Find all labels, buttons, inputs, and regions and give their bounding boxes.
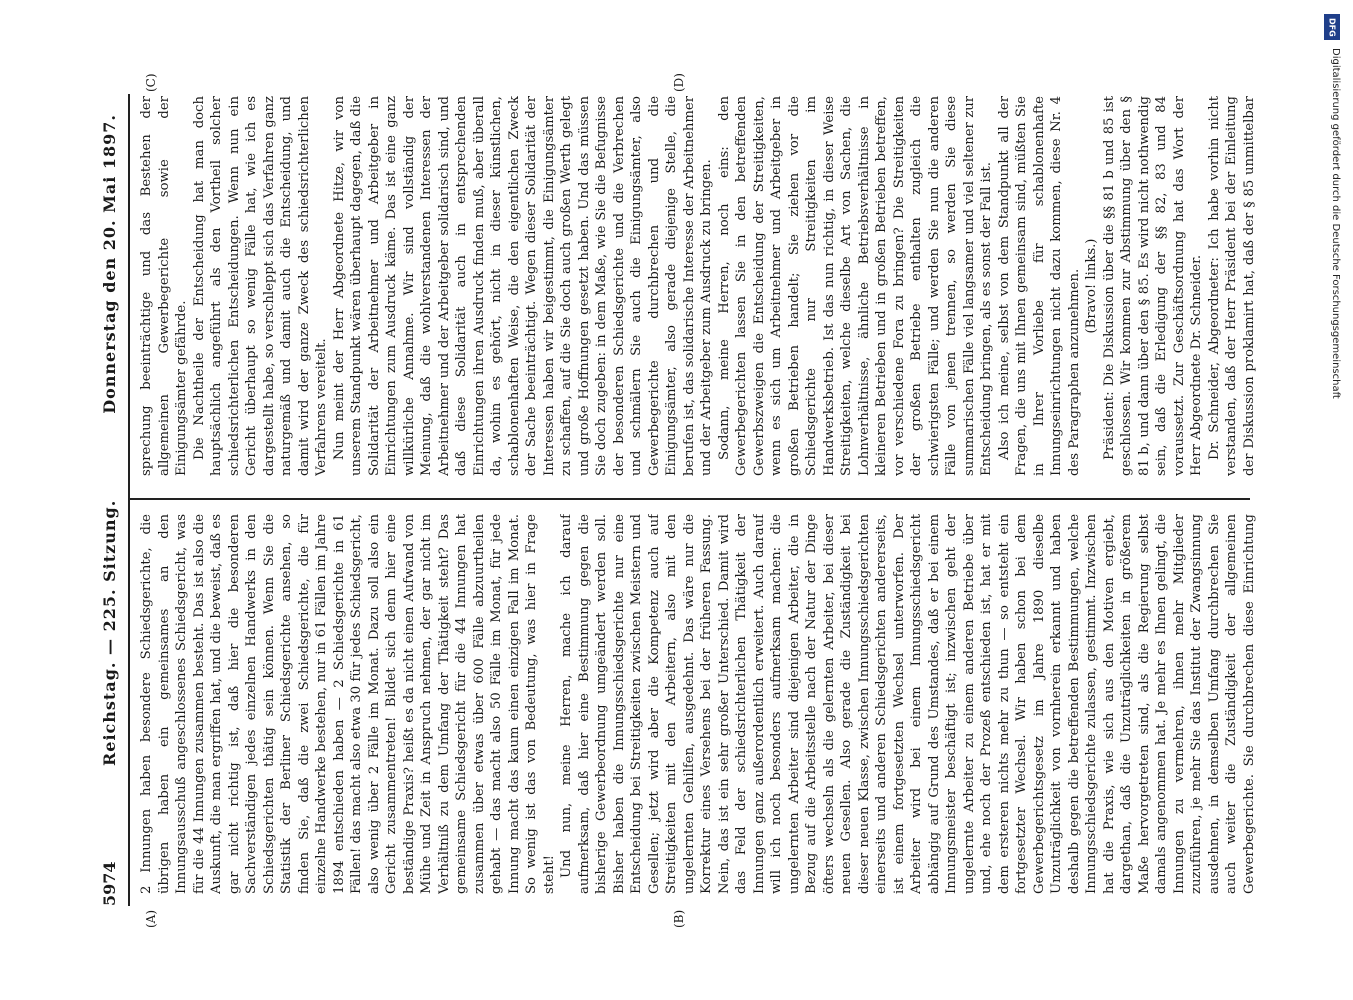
applause-note: (Bravo! links.) — [1084, 238, 1099, 334]
right-paragraph: Die Nachtheile der Entscheidung hat man doch hauptsächlich angeführt als den Vortheil solcher schiedsrichterlichen Entscheidungen. Wenn nun ein Gericht überhaupt so wenig Fälle hat, wie ich es dargestellt habe, so verschleppt sich das Verfahren ganz naturgemäß und damit auch die Entscheidung, und damit wird der ganze Zweck des schiedsrichterlichen Verfahrens vereitelt. — [191, 96, 329, 476]
margin-marker-d: (D) — [672, 73, 686, 92]
dfg-logo: DFG — [1324, 14, 1340, 40]
margin-marker-a: (A) — [144, 909, 158, 928]
right-paragraph: Also ich meine, selbst von dem Standpunkt all der Fragen, die uns mit Ihnen gemeinsam sind, müßten Sie in Ihrer Vorliebe für schablonenhafte Innungseinrichtungen nicht dazu kommen, diese Nr. 4 des Paragraphen anzunehmen. — [996, 96, 1082, 476]
page-number: 5974 — [100, 861, 119, 906]
document-page — [92, 70, 1322, 930]
header-right-title: Donnerstag den 20. Mai 1897. — [100, 114, 119, 414]
left-paragraph: 2 Innungen haben besondere Schiedsgerichte, die übrigen haben ein gemeinsames an den Innungsausschuß angeschlossenes Schiedsgericht, was für die 44 Innungen zusammen besteht. Das ist also die Auskunft, die man ergriffen hat, und die beweist, daß es gar nicht richtig ist, daß hier die besonderen Sachverständigen jedes einzelnen Handwerks in den Schiedsgerichten thätig sein können. Wenn Sie die Statistik der Berliner Schiedsgerichte ansehen, so finden Sie, daß die zwei Schiedsgerichte, die für einzelne Handwerke bestehen, nur in 61 Fällen im Jahre 1894 entschieden haben — 2 Schiedsgerichte in 61 Fällen! das macht also etwa 30 für jedes Schiedsgericht, also wenig über 2 Fälle im Monat. Dazu soll also ein Gericht zusammentreten! Bildet sich denn hier eine beständige Praxis? heißt es da nicht einen Aufwand von Mühe und Zeit in Anspruch nehmen, der gar nicht im Verhältniß zu dem Umfang der Thätigkeit steht? Das gemeinsame Schiedsgericht für die 44 Innungen hat zusammen über etwas über 600 Fälle abzuurtheilen gehabt — das macht also 50 Fälle im Monat, für jede Innung macht das kaum einen einzigen Fall im Monat. So wenig ist das von Bedeutung, was hier in Frage steht! — [139, 514, 557, 894]
right-paragraph: sprechung beeinträchtige und das Bestehen der allgemeinen Gewerbegerichte sowie der Einigungsämter gefährde. — [139, 96, 189, 476]
header-rule — [128, 94, 130, 906]
right-column — [138, 96, 1258, 476]
right-paragraph: Präsident: Die Diskussion über die §§ 81 b und 85 ist geschlossen. Wir kommen zur Abstimmung über den § 81 b, und dann über den § 85. Es wird nicht nothwendig sein, daß die Erledigung der §§ 82, 83 und 84 voraussetzt. Zur Geschäftsordnung hat das Wort der Herr Abgeordnete Dr. Schneider. — [1101, 96, 1204, 476]
header-left-title: Reichstag. — 225. Sitzung. — [100, 499, 119, 766]
column-divider — [130, 498, 1250, 500]
left-paragraph: Und nun, meine Herren, mache ich darauf aufmerksam, daß hier eine Bestimmung gegen die bisherige Gewerbeordnung umgeändert werden soll. Bisher haben die Innungsschiedsgerichte nur eine Entscheidung bei Streitigkeiten zwischen Meistern und Gesellen; jetzt wird aber die Kompetenz auch auf Streitigkeiten mit den Arbeitern, also mit den ungelernten Gehilfen, ausgedehnt. Das wäre nur die Korrektur eines Versehens bei der früheren Fassung. Nein, das ist ein sehr großer Unterschied. Damit wird das Feld der schiedsrichterlichen Thätigkeit der Innungen ganz außerordentlich erweitert. Auch darauf will ich noch besonders aufmerksam machen: die ungelernten Arbeiter sind diejenigen Arbeiter, die in Bezug auf die Arbeitsstelle nach der Natur der Dinge öfters wechseln als die gelernten Arbeiter, bei dieser neuen Gesellen. Also gerade die Zuständigkeit bei dieser neuen Klasse, zwischen Innungsschiedsgerichten einerseits und anderen Schiedsgerichten andererseits, ist einem fortgesetzten Wechsel unterworfen. Der Arbeiter wird bei einem Innungsschiedsgericht abhängig auf Grund des Umstandes, daß er bei einem Innungsmeister beschäftigt ist; inzwischen geht der ungelernte Arbeiter zu einem anderen Betriebe über und, ehe noch der Prozeß entschieden ist, hat er mit dem ersteren nichts mehr zu thun — so entsteht ein fortgesetzter Wechsel. Wir haben schon bei dem Gewerbegerichtsgesetz im Jahre 1890 dieselbe Unzuträglichkeit von vornherein erkannt und haben deshalb gegen die betreffenden Bestimmungen, welche Innungsschiedsgerichte zulassen, gestimmt. Inzwischen hat die Praxis, wie sich aus den Motiven ergiebt, dargethan, daß die Unzuträglichkeiten in größerem Maße hervorgetreten sind, als die Regierung selbst damals angenommen hat. Je mehr es Ihnen gelingt, die Innungen zu vermehren, ihnen mehr Mitglieder zuzuführen, je mehr Sie das Institut der Zwangsinnung ausdehnen, in demselben Umfang durchbrechen Sie auch weiter die Zuständigkeit der allgemeinen Gewerbegerichte. Sie durchbrechen diese Einrichtung — [559, 514, 1257, 894]
right-paragraph: Sodann, meine Herren, noch eins: den Gewerbegerichten lassen Sie in den betreffenden Gewerbszweigen die Entscheidung der Streitigkeiten, wenn es sich um Arbeitnehmer und Arbeitgeber in großen Betrieben handelt; Sie ziehen vor die Schiedsgerichte nur Streitigkeiten im Handwerksbetrieb. Ist das nun richtig, in dieser Weise Streitigkeiten, welche dieselbe Art von Sachen, die Lohnverhältnisse, ähnliche Betriebsverhältnisse in kleineren Betrieben und in großen Betrieben betreffen, vor verschiedene Fora zu bringen? Die Streitigkeiten der großen Betriebe enthalten zugleich die schwierigsten Fälle; und werden Sie nun die anderen Fälle von jenen trennen, so werden Sie diese summarischen Fälle viel langsamer und viel seltener zur Entscheidung bringen, als es sonst der Fall ist. — [716, 96, 994, 476]
margin-marker-c: (C) — [144, 73, 158, 92]
right-paragraph: Nun meint der Herr Abgeordnete Hitze, wir von unserem Standpunkt wären überhaupt dagegen, daß die Solidarität der Arbeitnehmer und Arbeitgeber in Einrichtungen zum Ausdruck käme. Das ist eine ganz willkürliche Annahme. Wir sind vollständig der Meinung, daß die wohlverstandenen Interessen der Arbeitnehmer und der Arbeitgeber solidarisch sind, und daß diese Solidarität auch in entsprechenden Einrichtungen ihren Ausdruck finden muß, aber überall da, wohin es gehört, nicht in dieser künstlichen, schablonenhaften Weise, die den eigentlichen Zweck der Sache beeinträchtigt. Wegen dieser Solidarität der Interessen haben wir beigestimmt, die Einigungsämter zu schaffen, auf die Sie doch auch großen Werth gelegt und große Hoffnungen gesetzt haben. Und das müssen Sie doch zugeben: in dem Maße, wie Sie die Befugnisse der besonderen Schiedsgerichte und die Verbrechen und schmälern Sie auch die Einigungsämter, also Gewerbegerichte durchbrechen und die Einigungsämter, also gerade diejenige Stelle, die berufen ist, das solidarische Interesse der Arbeitnehmer und der Arbeitgeber zum Ausdruck zu bringen. — [331, 96, 714, 476]
digitization-credit — [1321, 8, 1347, 992]
right-paragraph: Dr. Schneider, Abgeordneter: Ich habe vorhin nicht verstanden, daß der Herr Präsident bei der Einleitung der Diskussion proklamirt hat, daß der § 85 unmittelbar — [1206, 96, 1257, 476]
page-header — [100, 94, 124, 906]
digitization-credit-text: Digitalisierung gefördert durch die Deutsche Forschungsgemeinschaft — [1330, 48, 1341, 399]
margin-marker-b: (B) — [672, 909, 686, 928]
left-column — [138, 514, 1258, 894]
